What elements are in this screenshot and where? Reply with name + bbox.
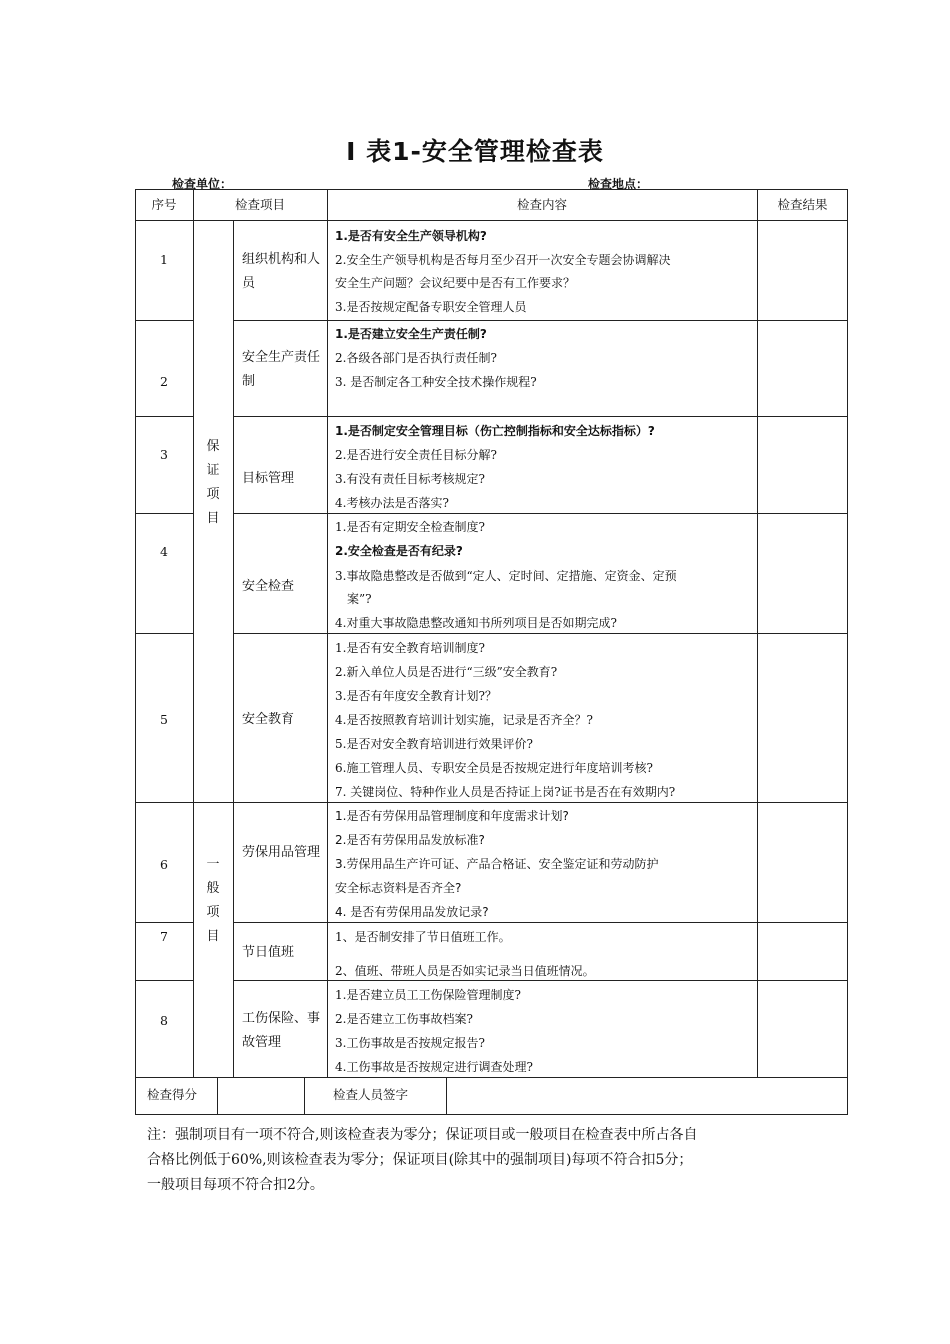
row-item: 安全教育 [242,712,295,727]
row-seq: 2 [160,374,168,389]
row-seq: 8 [160,1013,168,1028]
row-seq: 4 [160,544,168,559]
inspection-unit-label: 检查单位： [172,177,233,191]
content-line: 3.有没有责任目标考核规定? [335,472,485,486]
row-item: 劳保用品管理 [242,845,321,860]
content-line: 1.是否建立员工工伤保险管理制度? [335,988,521,1002]
content-line: 4.考核办法是否落实? [335,496,449,510]
content-line: 5.是否对安全教育培训进行效果评价? [335,737,533,751]
footnote-line: 合格比例低于60%,则该检查表为零分；保证项目(除其中的强制项目)每项不符合扣5分； [147,1152,693,1168]
content-line: 3.工伤事故是否按规定报告? [335,1036,485,1050]
row-item: 组织机构和人员 [242,252,321,291]
category-general: 一 般 项 目 [206,857,220,944]
header-item: 检查项目 [234,197,285,212]
header-seq: 序号 [151,197,177,212]
content-line: 2.是否进行安全责任目标分解? [335,448,497,462]
content-line: 6.施工管理人员、专职安全员是否按规定进行年度培训考核? [335,761,653,775]
content-line: 案”? [347,592,372,606]
content-line: 1.是否有安全教育培训制度? [335,641,485,655]
content-line: 2.安全检查是否有纪录? [335,544,463,558]
row-item: 节日值班 [242,945,295,960]
content-line: 1.是否有安全生产领导机构? [335,229,487,243]
footnote-line: 一般项目每项不符合扣2分。 [147,1177,324,1193]
page-title: Ⅰ 表1-安全管理检查表 [346,137,604,166]
row-item: 安全生产责任制 [242,350,321,389]
inspection-table [135,189,848,1115]
content-line: 7. 关键岗位、特种作业人员是否持证上岗?证书是否在有效期内? [335,785,676,799]
content-line: 4.工伤事故是否按规定进行调查处理? [335,1060,533,1074]
content-line: 1.是否有定期安全检查制度? [335,520,485,534]
content-line: 3.是否有年度安全教育计划?？ [335,689,497,703]
row-item: 工伤保险、事故管理 [242,1011,321,1050]
content-line: 2.新入单位人员是否进行“三级”安全教育? [335,665,558,679]
header-content: 检查内容 [516,197,567,212]
row-seq: 5 [160,712,168,727]
content-line: 3.是否按规定配备专职安全管理人员 [335,300,527,314]
signature-field[interactable] [448,1079,846,1113]
content-line: 3. 是否制定各工种安全技术操作规程? [335,375,537,389]
content-line: 3.劳保用品生产许可证、产品合格证、安全鉴定证和劳动防护 [335,857,659,871]
content-line: 2.是否有劳保用品发放标准? [335,833,485,847]
row-item: 安全检查 [242,579,295,594]
inspection-location-label: 检查地点： [588,177,649,191]
content-line: 安全生产问题？会议纪要中是否有工作要求？ [335,276,576,290]
content-line: 1.是否建立安全生产责任制? [335,327,487,341]
row-seq: 6 [160,857,168,872]
content-line: 1.是否制定安全管理目标（伤亡控制指标和安全达标指标）? [335,424,655,438]
row-item: 目标管理 [242,471,295,486]
content-line: 4.是否按照教育培训计划实施，记录是否齐全？? [335,713,593,727]
row-seq: 3 [160,447,168,462]
footnote [147,1123,827,1198]
content-line: 1、是否制安排了节日值班工作。 [335,930,511,944]
content-line: 4.对重大事故隐患整改通知书所列项目是否如期完成? [335,616,617,630]
content-line: 2.安全生产领导机构是否每月至少召开一次安全专题会协调解决 [335,253,671,267]
row-seq: 1 [160,252,168,267]
score-label: 检查得分 [147,1087,198,1102]
signature-label: 检查人员签字 [333,1087,409,1102]
content-line: 4. 是否有劳保用品发放记录? [335,905,489,919]
category-guarantee: 保 证 项 目 [206,439,220,526]
content-line: 1.是否有劳保用品管理制度和年度需求计划? [335,809,569,823]
content-line: 3.事故隐患整改是否做到“定人、定时间、定措施、定资金、定预 [335,569,677,583]
content-line: 2.是否建立工伤事故档案? [335,1012,473,1026]
header-result: 检查结果 [777,197,828,212]
content-line: 安全标志资料是否齐全? [335,881,462,895]
row-seq: 7 [160,929,168,944]
content-line: 2.各级各部门是否执行责任制? [335,351,497,365]
score-field[interactable] [219,1079,303,1113]
footnote-line: 注：强制项目有一项不符合,则该检查表为零分；保证项目或一般项目在检查表中所占各自 [147,1127,698,1143]
content-line: 2、值班、带班人员是否如实记录当日值班情况。 [335,964,595,978]
